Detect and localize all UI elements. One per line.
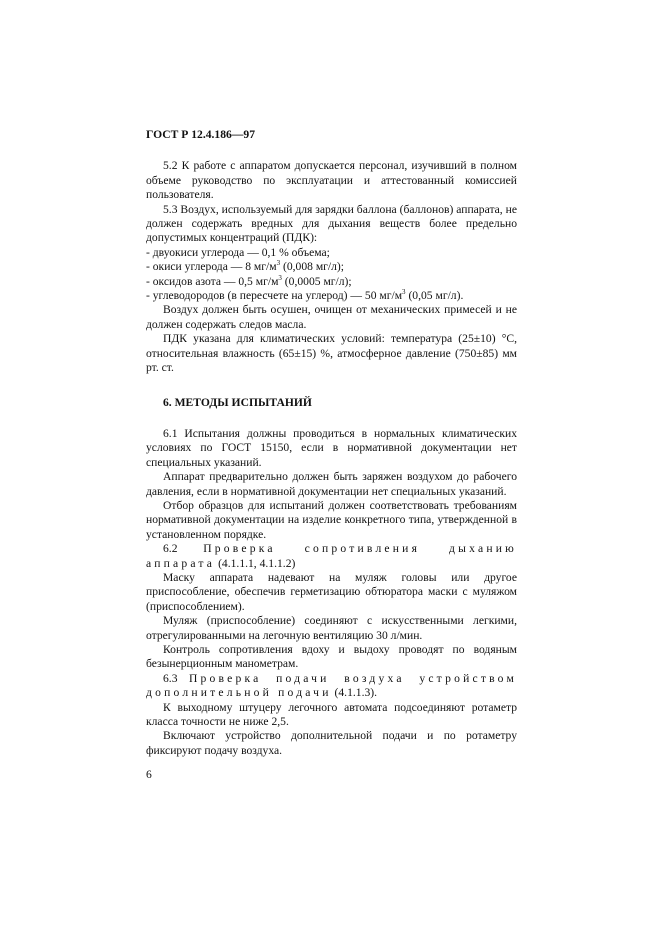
- section-title: 6. МЕТОДЫ ИСПЫТАНИЙ: [163, 395, 312, 409]
- paragraph-dummy: Муляж (приспособление) соединяют с искусственными легкими, отрегулированными на легочную вентиляцию 30 л/мин.: [146, 614, 517, 642]
- paragraph-enable: Включают устройство дополнительной подачи и по ротаметру фиксируют подачу воздуха.: [146, 729, 517, 757]
- paragraph-5-2: 5.2 К работе с аппаратом допускается персонал, изучивший в полном объеме руководство по эксплуатации и аттестованный комиссией пользователя.: [146, 159, 517, 202]
- paragraph-6-1: 6.1 Испытания должны проводиться в нормальных климатических условиях по ГОСТ 15150, если в нормативной документации нет специальных указаний.: [146, 426, 517, 469]
- paragraph-sampling: Отбор образцов для испытаний должен соответствовать требованиям нормативной документации на изделие конкретного типа, утвержденной в установленном порядке.: [146, 498, 517, 541]
- page-number: 6: [146, 768, 152, 782]
- paragraph-pdk-note: ПДК указана для климатических условий: температура (25±10) °С, относительная влажность (65±15) %, атмосферное давление (750±85) мм рт. ст.: [146, 332, 517, 375]
- paragraph-control: Контроль сопротивления вдоху и выдоху проводят по водяным безынерционным манометрам.: [146, 643, 517, 671]
- list-item-hydrocarbons: - углеводородов (в пересчете на углерод) — 50 $мг/м^3$ (0,05 мг/л).: [146, 288, 464, 303]
- list-item-nox: - оксидов азота — 0,5 $мг/м^3$ (0,0005 мг/л);: [146, 273, 352, 288]
- document-header: ГОСТ Р 12.4.186—97: [146, 128, 255, 141]
- subsection-title-6-3: Проверка подачи воздуха устройством дополнительной подачи: [146, 671, 517, 700]
- paragraph-5-3: 5.3 Воздух, используемый для зарядки баллона (баллонов) аппарата, не должен содержать вредных для дыхания веществ более предельно допустимых концентраций (ПДК):: [146, 202, 517, 245]
- paragraph-mask: Маску аппарата надевают на муляж головы или другое приспособление, обеспечив герметизацию обтюратора маски с муляжом (приспособлением).: [146, 570, 517, 613]
- paragraph-rotameter: К выходному штуцеру легочного автомата подсоединяют ротаметр класса точности не ниже 2,5.: [146, 700, 517, 729]
- list-item-co2: - двуокиси углерода — 0,1 % объема;: [146, 245, 330, 259]
- paragraph-6-2: 6.2 Проверка сопротивления дыханию аппарата (4.1.1.1, 4.1.1.2): [146, 542, 517, 570]
- paragraph-precharge: Аппарат предварительно должен быть заряжен воздухом до рабочего давления, если в нормативной документации нет специальных указаний.: [146, 470, 517, 498]
- subsection-title-6-2: Проверка сопротивления дыханию аппарата: [146, 542, 517, 570]
- list-item-co: - окиси углерода — 8 $мг/м^3$ (0,008 мг/л);: [146, 259, 345, 274]
- document-page: [146, 128, 517, 783]
- paragraph-air-dry: Воздух должен быть осушен, очищен от механических примесей и не должен содержать следов масла.: [146, 303, 517, 331]
- paragraph-6-3: 6.3 Проверка подачи воздуха устройством дополнительной подачи (4.1.1.3).: [146, 671, 517, 700]
